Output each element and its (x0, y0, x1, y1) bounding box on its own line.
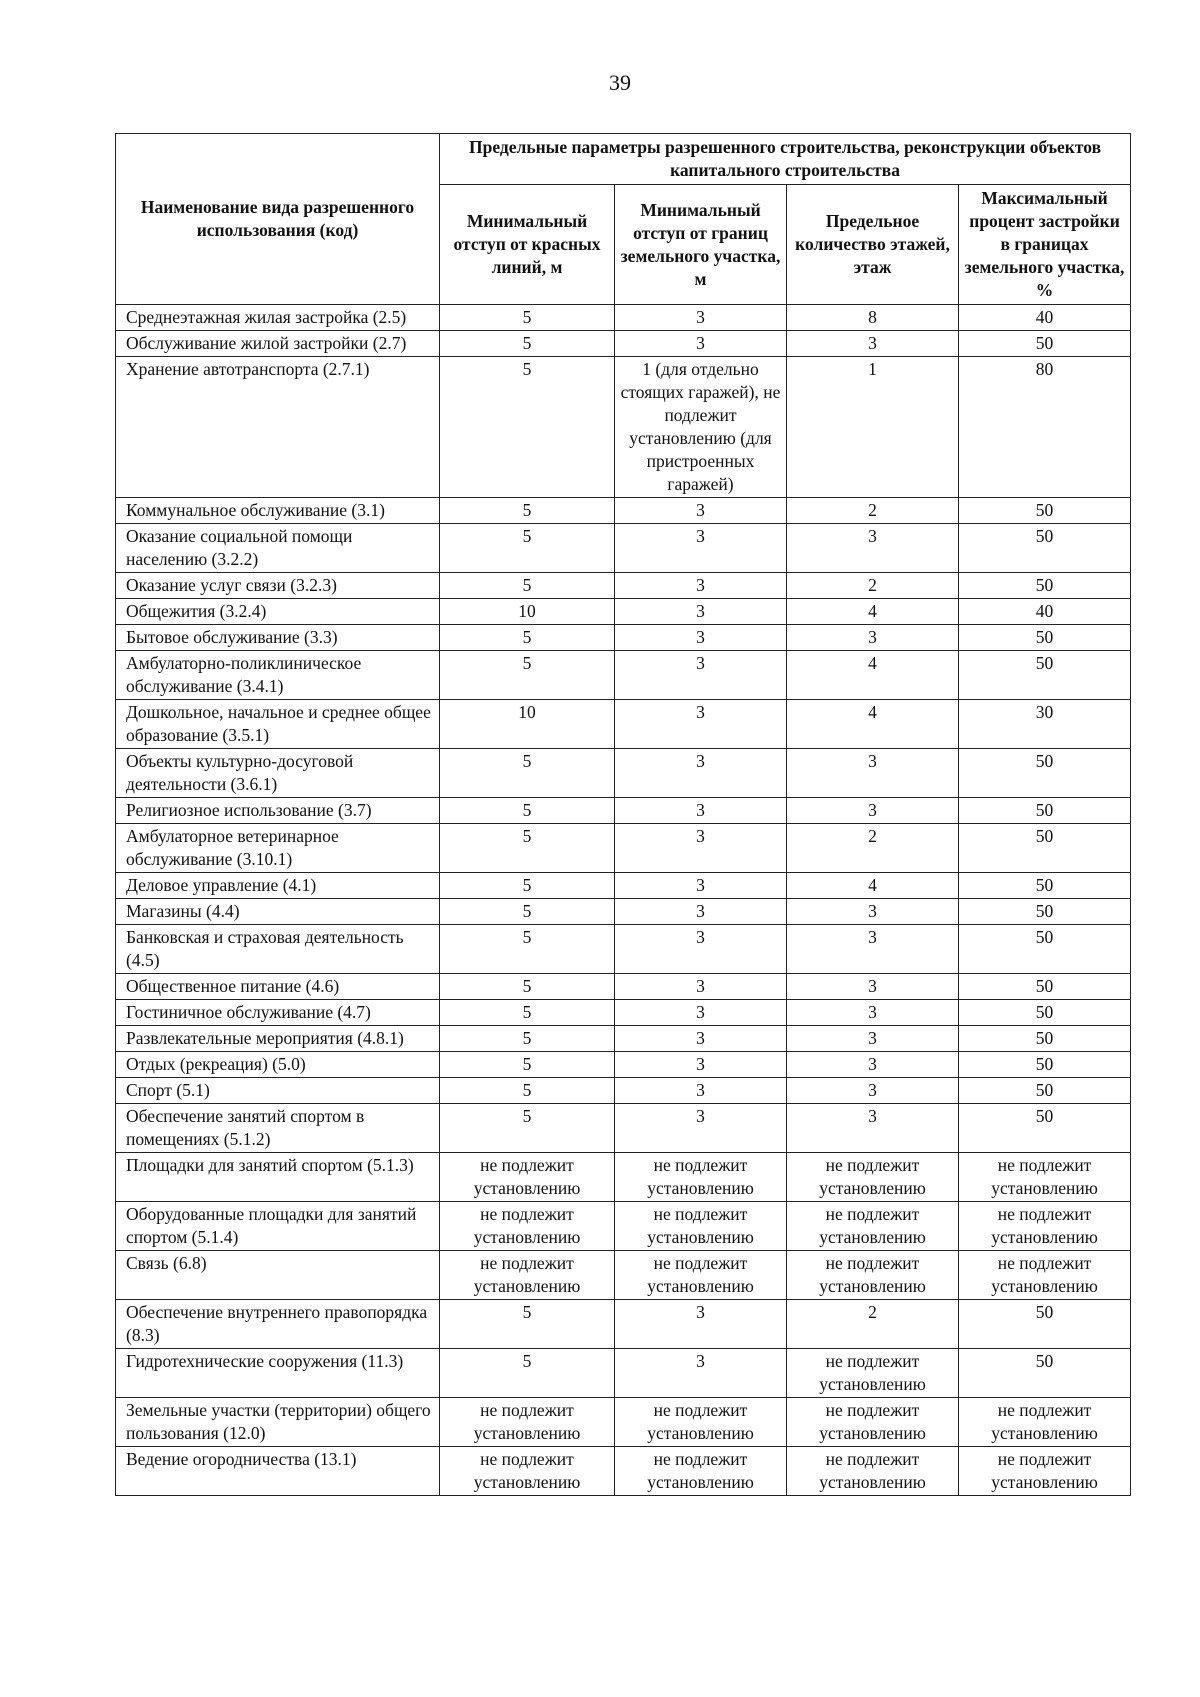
cell-usage-name: Оборудованные площадки для занятий спортом (5.1.4) (116, 1202, 440, 1251)
cell-usage-name: Обслуживание жилой застройки (2.7) (116, 331, 440, 357)
cell-red-lines-offset: 5 (440, 1026, 615, 1052)
cell-max-floors: 4 (787, 599, 959, 625)
header-max-coverage: Максимальный процент застройки в границах земельного участка, % (959, 185, 1131, 305)
cell-plot-bounds-offset: 3 (615, 1349, 787, 1398)
cell-max-floors: 3 (787, 899, 959, 925)
cell-plot-bounds-offset: 3 (615, 824, 787, 873)
cell-max-floors: 3 (787, 331, 959, 357)
cell-red-lines-offset: 5 (440, 524, 615, 573)
cell-usage-name: Спорт (5.1) (116, 1078, 440, 1104)
table-row (116, 1000, 1131, 1026)
cell-max-coverage: не подлежит установлению (959, 1398, 1131, 1447)
cell-red-lines-offset: 5 (440, 651, 615, 700)
cell-plot-bounds-offset: 3 (615, 925, 787, 974)
header-max-floors: Предельное количество этажей, этаж (787, 185, 959, 305)
header-plot-bounds-offset: Минимальный отступ от границ земельного участка, м (615, 185, 787, 305)
cell-red-lines-offset: 5 (440, 925, 615, 974)
cell-usage-name: Бытовое обслуживание (3.3) (116, 625, 440, 651)
header-red-lines-offset: Минимальный отступ от красных линий, м (440, 185, 615, 305)
table-row (116, 824, 1131, 873)
cell-max-floors: 3 (787, 1052, 959, 1078)
cell-max-floors: 3 (787, 974, 959, 1000)
cell-max-coverage: 50 (959, 498, 1131, 524)
cell-plot-bounds-offset: 3 (615, 974, 787, 1000)
cell-max-coverage: 50 (959, 798, 1131, 824)
cell-max-coverage: 50 (959, 1026, 1131, 1052)
cell-plot-bounds-offset: 3 (615, 524, 787, 573)
cell-plot-bounds-offset: не подлежит установлению (615, 1251, 787, 1300)
cell-plot-bounds-offset: 3 (615, 651, 787, 700)
page-number: 39 (609, 70, 631, 95)
table-row (116, 331, 1131, 357)
cell-max-coverage: 50 (959, 524, 1131, 573)
cell-max-floors: 3 (787, 1078, 959, 1104)
cell-usage-name: Среднеэтажная жилая застройка (2.5) (116, 305, 440, 331)
cell-red-lines-offset: 5 (440, 1000, 615, 1026)
cell-plot-bounds-offset: не подлежит установлению (615, 1398, 787, 1447)
cell-max-floors: 3 (787, 925, 959, 974)
cell-plot-bounds-offset: 3 (615, 331, 787, 357)
table-row (116, 1349, 1131, 1398)
cell-plot-bounds-offset: не подлежит установлению (615, 1153, 787, 1202)
cell-usage-name: Ведение огородничества (13.1) (116, 1447, 440, 1496)
table-row (116, 498, 1131, 524)
table-row (116, 974, 1131, 1000)
table-row (116, 305, 1131, 331)
cell-usage-name: Хранение автотранспорта (2.7.1) (116, 357, 440, 498)
cell-max-coverage: не подлежит установлению (959, 1153, 1131, 1202)
cell-max-coverage: 50 (959, 899, 1131, 925)
cell-plot-bounds-offset: 3 (615, 899, 787, 925)
cell-red-lines-offset: 5 (440, 305, 615, 331)
table-row (116, 599, 1131, 625)
cell-max-floors: не подлежит установлению (787, 1398, 959, 1447)
table-row (116, 1300, 1131, 1349)
cell-usage-name: Объекты культурно-досуговой деятельности (3.6.1) (116, 749, 440, 798)
cell-max-floors: не подлежит установлению (787, 1153, 959, 1202)
table-row (116, 1078, 1131, 1104)
cell-plot-bounds-offset: 3 (615, 305, 787, 331)
cell-usage-name: Общежития (3.2.4) (116, 599, 440, 625)
cell-plot-bounds-offset: 3 (615, 1104, 787, 1153)
cell-red-lines-offset: 5 (440, 1052, 615, 1078)
cell-red-lines-offset: 5 (440, 974, 615, 1000)
cell-max-coverage: 50 (959, 1300, 1131, 1349)
table-row (116, 1052, 1131, 1078)
cell-max-coverage: 50 (959, 331, 1131, 357)
cell-max-floors: 3 (787, 1026, 959, 1052)
cell-max-floors: 1 (787, 357, 959, 498)
cell-usage-name: Дошкольное, начальное и среднее общее образование (3.5.1) (116, 700, 440, 749)
cell-usage-name: Общественное питание (4.6) (116, 974, 440, 1000)
cell-red-lines-offset: 5 (440, 798, 615, 824)
cell-red-lines-offset: не подлежит установлению (440, 1251, 615, 1300)
table-row (116, 1398, 1131, 1447)
cell-usage-name: Земельные участки (территории) общего пользования (12.0) (116, 1398, 440, 1447)
cell-plot-bounds-offset: 1 (для отдельно стоящих гаражей), не подлежит установлению (для пристроенных гаражей) (615, 357, 787, 498)
cell-plot-bounds-offset: 3 (615, 1000, 787, 1026)
cell-red-lines-offset: не подлежит установлению (440, 1153, 615, 1202)
cell-max-coverage: 40 (959, 305, 1131, 331)
cell-plot-bounds-offset: 3 (615, 873, 787, 899)
cell-usage-name: Оказание социальной помощи населению (3.2.2) (116, 524, 440, 573)
cell-max-floors: 4 (787, 700, 959, 749)
cell-max-floors: не подлежит установлению (787, 1202, 959, 1251)
cell-max-floors: 3 (787, 749, 959, 798)
cell-usage-name: Оказание услуг связи (3.2.3) (116, 573, 440, 599)
table-row (116, 1251, 1131, 1300)
table-row (116, 925, 1131, 974)
cell-max-coverage: 50 (959, 824, 1131, 873)
cell-max-floors: 2 (787, 1300, 959, 1349)
cell-usage-name: Обеспечение внутреннего правопорядка (8.3) (116, 1300, 440, 1349)
cell-usage-name: Развлекательные мероприятия (4.8.1) (116, 1026, 440, 1052)
cell-red-lines-offset: 5 (440, 749, 615, 798)
cell-red-lines-offset: 10 (440, 599, 615, 625)
table-row (116, 1153, 1131, 1202)
cell-usage-name: Обеспечение занятий спортом в помещениях (5.1.2) (116, 1104, 440, 1153)
cell-max-floors: 3 (787, 798, 959, 824)
table-row (116, 1104, 1131, 1153)
cell-max-floors: 3 (787, 1000, 959, 1026)
cell-red-lines-offset: 5 (440, 498, 615, 524)
cell-max-floors: 3 (787, 625, 959, 651)
cell-max-coverage: не подлежит установлению (959, 1202, 1131, 1251)
cell-plot-bounds-offset: не подлежит установлению (615, 1447, 787, 1496)
cell-plot-bounds-offset: 3 (615, 700, 787, 749)
cell-max-coverage: не подлежит установлению (959, 1447, 1131, 1496)
cell-red-lines-offset: 5 (440, 625, 615, 651)
cell-usage-name: Коммунальное обслуживание (3.1) (116, 498, 440, 524)
table-row (116, 524, 1131, 573)
cell-max-floors: 2 (787, 573, 959, 599)
cell-plot-bounds-offset: 3 (615, 599, 787, 625)
table-row (116, 700, 1131, 749)
table-row (116, 873, 1131, 899)
cell-usage-name: Амбулаторное ветеринарное обслуживание (3.10.1) (116, 824, 440, 873)
cell-usage-name: Гостиничное обслуживание (4.7) (116, 1000, 440, 1026)
cell-usage-name: Площадки для занятий спортом (5.1.3) (116, 1153, 440, 1202)
cell-usage-name: Деловое управление (4.1) (116, 873, 440, 899)
table-row (116, 1026, 1131, 1052)
cell-max-coverage: 50 (959, 749, 1131, 798)
cell-red-lines-offset: 5 (440, 1104, 615, 1153)
cell-max-coverage: 30 (959, 700, 1131, 749)
cell-max-floors: 4 (787, 651, 959, 700)
cell-max-floors: 2 (787, 824, 959, 873)
cell-max-coverage: 50 (959, 1000, 1131, 1026)
cell-red-lines-offset: 5 (440, 899, 615, 925)
cell-max-floors: 8 (787, 305, 959, 331)
cell-usage-name: Амбулаторно-поликлиническое обслуживание (3.4.1) (116, 651, 440, 700)
cell-red-lines-offset: не подлежит установлению (440, 1398, 615, 1447)
cell-max-floors: 4 (787, 873, 959, 899)
header-usage-name: Наименование вида разрешенного использования (код) (116, 134, 440, 305)
cell-plot-bounds-offset: 3 (615, 1052, 787, 1078)
cell-red-lines-offset: 5 (440, 573, 615, 599)
cell-max-coverage: не подлежит установлению (959, 1251, 1131, 1300)
cell-red-lines-offset: 5 (440, 1349, 615, 1398)
cell-red-lines-offset: 5 (440, 873, 615, 899)
cell-plot-bounds-offset: не подлежит установлению (615, 1202, 787, 1251)
cell-max-coverage: 50 (959, 1349, 1131, 1398)
table-row (116, 573, 1131, 599)
cell-red-lines-offset: 10 (440, 700, 615, 749)
cell-red-lines-offset: 5 (440, 1300, 615, 1349)
table-row (116, 625, 1131, 651)
cell-plot-bounds-offset: 3 (615, 1078, 787, 1104)
table-row (116, 1447, 1131, 1496)
cell-red-lines-offset: не подлежит установлению (440, 1202, 615, 1251)
cell-max-coverage: 50 (959, 1104, 1131, 1153)
cell-red-lines-offset: не подлежит установлению (440, 1447, 615, 1496)
cell-plot-bounds-offset: 3 (615, 749, 787, 798)
table-header (116, 134, 1131, 305)
table-row (116, 749, 1131, 798)
cell-max-floors: 2 (787, 498, 959, 524)
cell-max-coverage: 50 (959, 573, 1131, 599)
table-row (116, 899, 1131, 925)
cell-max-coverage: 50 (959, 1052, 1131, 1078)
cell-max-coverage: 50 (959, 1078, 1131, 1104)
cell-max-floors: не подлежит установлению (787, 1447, 959, 1496)
table-body (116, 305, 1131, 1496)
cell-usage-name: Отдых (рекреация) (5.0) (116, 1052, 440, 1078)
cell-red-lines-offset: 5 (440, 357, 615, 498)
cell-plot-bounds-offset: 3 (615, 498, 787, 524)
cell-plot-bounds-offset: 3 (615, 1300, 787, 1349)
cell-max-coverage: 50 (959, 873, 1131, 899)
cell-max-floors: 3 (787, 524, 959, 573)
cell-red-lines-offset: 5 (440, 824, 615, 873)
cell-plot-bounds-offset: 3 (615, 798, 787, 824)
cell-max-coverage: 50 (959, 625, 1131, 651)
cell-max-floors: 3 (787, 1104, 959, 1153)
table-row (116, 1202, 1131, 1251)
table-row (116, 798, 1131, 824)
cell-usage-name: Гидротехнические сооружения (11.3) (116, 1349, 440, 1398)
cell-max-coverage: 50 (959, 651, 1131, 700)
cell-usage-name: Магазины (4.4) (116, 899, 440, 925)
cell-usage-name: Банковская и страховая деятельность (4.5) (116, 925, 440, 974)
cell-plot-bounds-offset: 3 (615, 625, 787, 651)
cell-max-coverage: 50 (959, 925, 1131, 974)
cell-max-coverage: 80 (959, 357, 1131, 498)
building-parameters-table (115, 133, 1131, 1496)
cell-red-lines-offset: 5 (440, 1078, 615, 1104)
cell-usage-name: Связь (6.8) (116, 1251, 440, 1300)
cell-usage-name: Религиозное использование (3.7) (116, 798, 440, 824)
table-row (116, 357, 1131, 498)
cell-max-coverage: 40 (959, 599, 1131, 625)
cell-max-floors: не подлежит установлению (787, 1349, 959, 1398)
cell-max-coverage: 50 (959, 974, 1131, 1000)
cell-max-floors: не подлежит установлению (787, 1251, 959, 1300)
table-row (116, 651, 1131, 700)
header-parameters-group: Предельные параметры разрешенного строительства, реконструкции объектов капитального строительства (440, 134, 1131, 185)
cell-red-lines-offset: 5 (440, 331, 615, 357)
cell-plot-bounds-offset: 3 (615, 573, 787, 599)
cell-plot-bounds-offset: 3 (615, 1026, 787, 1052)
